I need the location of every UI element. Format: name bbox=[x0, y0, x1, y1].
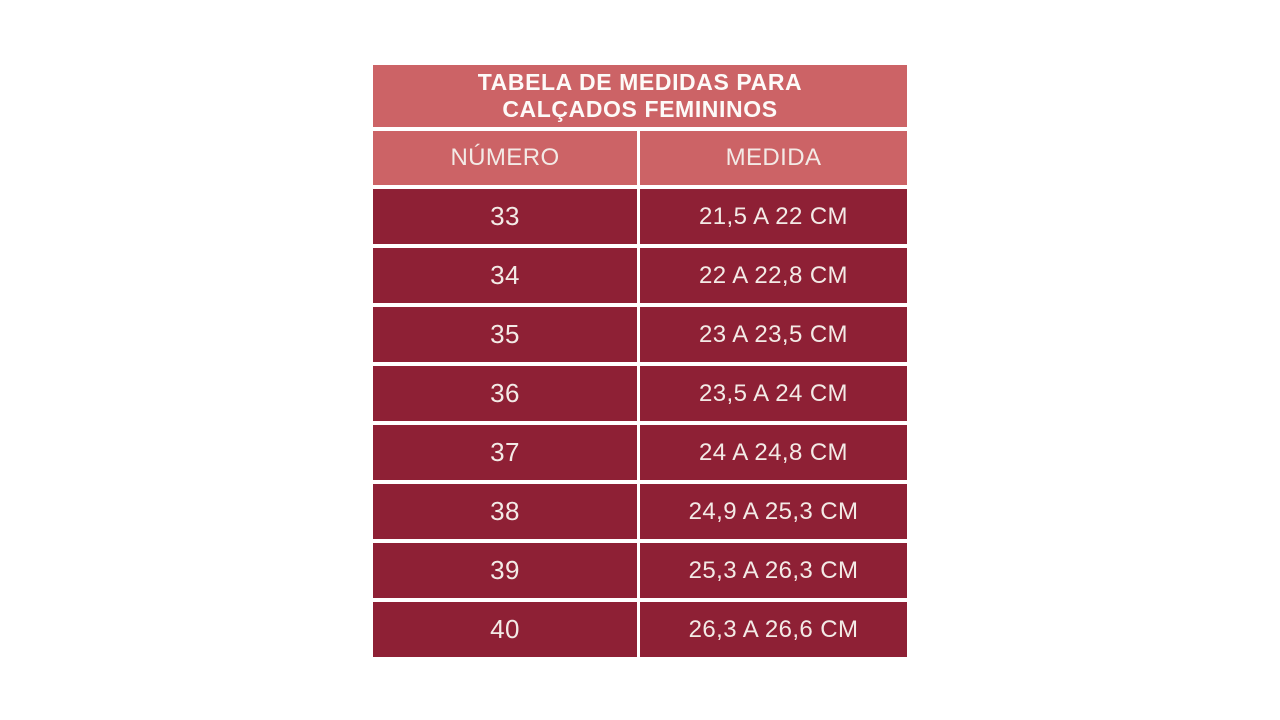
shoe-size-table bbox=[373, 65, 907, 657]
medida-cell: 25,3 A 26,3 CM bbox=[640, 543, 907, 598]
numero-cell: 39 bbox=[373, 543, 637, 598]
table-row bbox=[373, 307, 907, 362]
medida-cell: 21,5 A 22 CM bbox=[640, 189, 907, 244]
medida-cell: 22 A 22,8 CM bbox=[640, 248, 907, 303]
medida-cell: 23 A 23,5 CM bbox=[640, 307, 907, 362]
table-header-row bbox=[373, 131, 907, 185]
medida-cell: 24 A 24,8 CM bbox=[640, 425, 907, 480]
numero-cell: 34 bbox=[373, 248, 637, 303]
numero-cell: 33 bbox=[373, 189, 637, 244]
table-row bbox=[373, 543, 907, 598]
table-row bbox=[373, 425, 907, 480]
numero-cell: 38 bbox=[373, 484, 637, 539]
medida-cell: 24,9 A 25,3 CM bbox=[640, 484, 907, 539]
table-title-line2: CALÇADOS FEMININOS bbox=[502, 96, 778, 122]
table-row bbox=[373, 189, 907, 244]
table-row bbox=[373, 484, 907, 539]
numero-cell: 36 bbox=[373, 366, 637, 421]
table-row bbox=[373, 602, 907, 657]
medida-cell: 26,3 A 26,6 CM bbox=[640, 602, 907, 657]
numero-cell: 35 bbox=[373, 307, 637, 362]
table-title bbox=[373, 65, 907, 127]
column-header-numero: NÚMERO bbox=[373, 131, 637, 185]
table-row bbox=[373, 248, 907, 303]
medida-cell: 23,5 A 24 CM bbox=[640, 366, 907, 421]
column-header-medida: MEDIDA bbox=[640, 131, 907, 185]
table-row bbox=[373, 366, 907, 421]
table-title-line1: TABELA DE MEDIDAS PARA bbox=[477, 69, 803, 95]
numero-cell: 40 bbox=[373, 602, 637, 657]
numero-cell: 37 bbox=[373, 425, 637, 480]
